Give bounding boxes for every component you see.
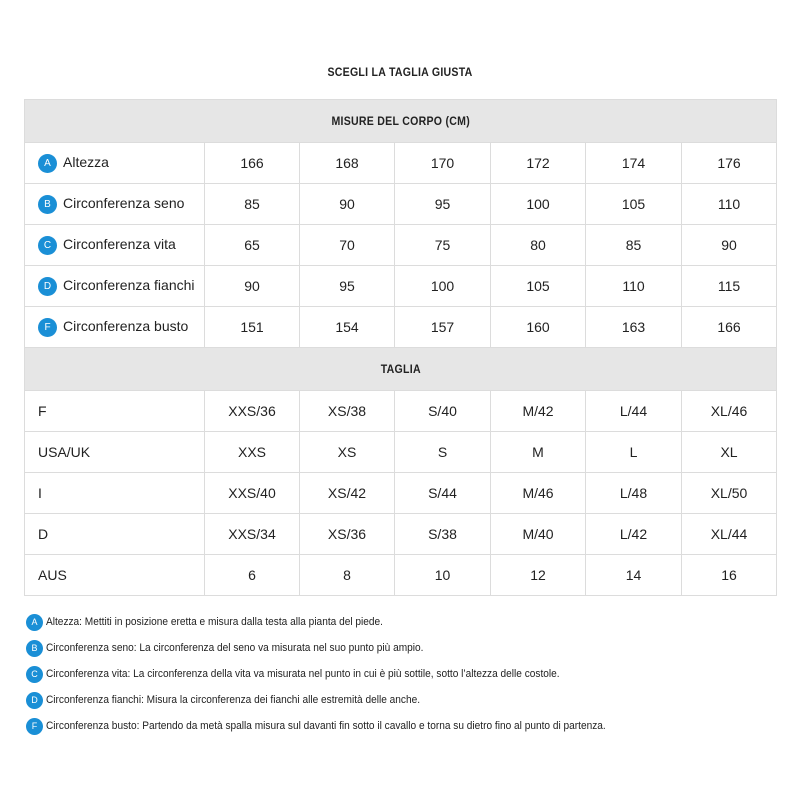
table-cell: 100: [395, 266, 491, 307]
table-row: [25, 307, 777, 348]
table-cell: 95: [300, 266, 395, 307]
table-cell: 166: [682, 307, 777, 348]
table-cell: XXS: [205, 432, 300, 473]
table-cell: 6: [205, 555, 300, 596]
table-cell: XS/38: [300, 391, 395, 432]
table-cell: XL/50: [682, 473, 777, 514]
table-cell: 90: [300, 184, 395, 225]
table-cell: L/42: [586, 514, 682, 555]
table-cell: XL: [682, 432, 777, 473]
table-cell: 95: [395, 184, 491, 225]
table-cell: 163: [586, 307, 682, 348]
table-cell: XL/46: [682, 391, 777, 432]
table-cell: 14: [586, 555, 682, 596]
table-cell: 110: [586, 266, 682, 307]
table-cell: 16: [682, 555, 777, 596]
table-cell: M/40: [491, 514, 586, 555]
table-cell: 80: [491, 225, 586, 266]
table-cell: S: [395, 432, 491, 473]
row-label: D: [25, 514, 205, 555]
row-label: Circonferenza seno: [63, 194, 185, 211]
row-label: Circonferenza busto: [63, 317, 189, 334]
row-label: Circonferenza fianchi: [63, 276, 195, 293]
table-row: [25, 225, 777, 266]
row-label: F: [25, 391, 205, 432]
table-cell: 168: [300, 143, 395, 184]
badge-f-icon: F: [38, 318, 57, 337]
table-cell: 160: [491, 307, 586, 348]
table-cell: 110: [682, 184, 777, 225]
table-row: [25, 184, 777, 225]
table-row: [25, 391, 777, 432]
note-item: [26, 612, 786, 638]
table-cell: 8: [300, 555, 395, 596]
table-cell: 170: [395, 143, 491, 184]
table-cell: M/46: [491, 473, 586, 514]
note-text: Circonferenza fianchi: Misura la circonferenza dei fianchi alle estremità delle anche.: [46, 694, 421, 707]
table-cell: XS: [300, 432, 395, 473]
table-cell: 172: [491, 143, 586, 184]
table-cell: S/38: [395, 514, 491, 555]
table-cell: 100: [491, 184, 586, 225]
table-cell: S/40: [395, 391, 491, 432]
table-cell: 75: [395, 225, 491, 266]
table-cell: 90: [682, 225, 777, 266]
note-item: [26, 716, 786, 742]
table-cell: XXS/40: [205, 473, 300, 514]
table-cell: M: [491, 432, 586, 473]
table-cell: 166: [205, 143, 300, 184]
table-cell: 85: [205, 184, 300, 225]
row-label: I: [25, 473, 205, 514]
row-label: Altezza: [63, 153, 109, 170]
table-cell: L: [586, 432, 682, 473]
note-text: Altezza: Mettiti in posizione eretta e misura dalla testa alla pianta del piede.: [46, 616, 383, 629]
row-label: USA/UK: [25, 432, 205, 473]
table-row: [25, 514, 777, 555]
table-row: [25, 266, 777, 307]
badge-b-icon: B: [26, 640, 43, 657]
table-cell: 90: [205, 266, 300, 307]
table-cell: XXS/36: [205, 391, 300, 432]
table-cell: 65: [205, 225, 300, 266]
badge-a-icon: A: [26, 614, 43, 631]
table-cell: S/44: [395, 473, 491, 514]
table-cell: L/48: [586, 473, 682, 514]
row-label: Circonferenza vita: [63, 235, 176, 252]
size-chart-table: [24, 99, 777, 596]
note-text: Circonferenza vita: La circonferenza della vita va misurata nel punto in cui è più sottile, sotto l’altezza delle costole.: [46, 668, 560, 681]
table-cell: 105: [586, 184, 682, 225]
table-cell: XS/36: [300, 514, 395, 555]
table-cell: 12: [491, 555, 586, 596]
row-label: AUS: [25, 555, 205, 596]
table-cell: M/42: [491, 391, 586, 432]
table-cell: 105: [491, 266, 586, 307]
badge-d-icon: D: [26, 692, 43, 709]
table-row: [25, 432, 777, 473]
note-text: Circonferenza seno: La circonferenza del seno va misurata nel suo punto più ampio.: [46, 642, 424, 655]
size-heading: TAGLIA: [380, 362, 421, 376]
badge-b-icon: B: [38, 195, 57, 214]
table-row: [25, 473, 777, 514]
table-cell: 157: [395, 307, 491, 348]
table-cell: 10: [395, 555, 491, 596]
table-cell: XL/44: [682, 514, 777, 555]
badge-f-icon: F: [26, 718, 43, 735]
table-cell: XS/42: [300, 473, 395, 514]
note-item: [26, 664, 786, 690]
note-item: [26, 690, 786, 716]
note-text: Circonferenza busto: Partendo da metà spalla misura sul davanti fin sotto il cavallo e torna su dietro fino al punto di partenza.: [46, 720, 606, 733]
table-cell: XXS/34: [205, 514, 300, 555]
table-cell: 154: [300, 307, 395, 348]
table-cell: 115: [682, 266, 777, 307]
badge-c-icon: C: [26, 666, 43, 683]
table-cell: 174: [586, 143, 682, 184]
table-row: [25, 555, 777, 596]
table-cell: 176: [682, 143, 777, 184]
table-row: [25, 143, 777, 184]
size-header-row: [25, 348, 777, 391]
body-measurements-header-row: [25, 100, 777, 143]
table-cell: 151: [205, 307, 300, 348]
table-cell: 70: [300, 225, 395, 266]
badge-c-icon: C: [38, 236, 57, 255]
table-cell: L/44: [586, 391, 682, 432]
badge-a-icon: A: [38, 154, 57, 173]
body-measurements-heading: MISURE DEL CORPO (CM): [331, 114, 470, 128]
page-title: SCEGLI LA TAGLIA GIUSTA: [327, 65, 473, 79]
measurement-notes: [26, 612, 786, 742]
note-item: [26, 638, 786, 664]
badge-d-icon: D: [38, 277, 57, 296]
table-cell: 85: [586, 225, 682, 266]
